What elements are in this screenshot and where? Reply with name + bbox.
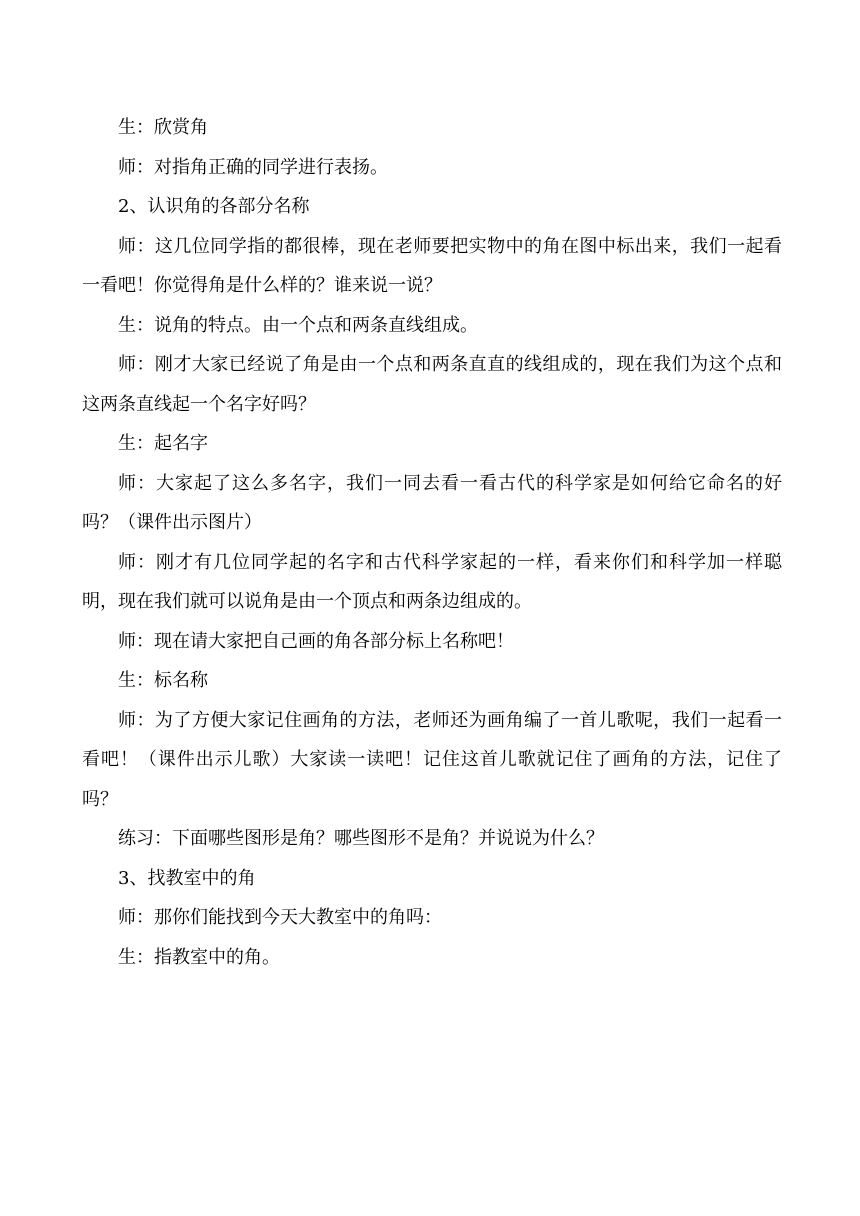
- section-heading-find-angles: 3、找教室中的角: [118, 867, 256, 889]
- document-body: [82, 108, 782, 977]
- paragraph-teacher-vertex-sides: 师：刚才有几位同学起的名字和古代科学家起的一样，看来你们和科学加一样聪明，现在我们就可以说角是由一个顶点和两条边组成的。: [82, 551, 782, 612]
- paragraph-exercise: 练习：下面哪些图形是角？哪些图形不是角？并说说为什么？: [118, 828, 604, 849]
- paragraph-teacher-scientists: 师：大家起了这么多名字，我们一同去看一看古代的科学家是如何给它命名的好吗？（课件出示图片）: [82, 472, 782, 533]
- paragraph-teacher-praise: 师：对指角正确的同学进行表扬。: [118, 156, 388, 178]
- paragraph-teacher-label-parts: 师：现在请大家把自己画的角各部分标上名称吧！: [118, 630, 514, 652]
- paragraph-teacher-song: 师：为了方便大家记住画角的方法，老师还为画角编了一首儿歌呢，我们一起看一看吧！（课件出示儿歌）大家读一读吧！记住这首儿歌就记住了画角的方法，记住了吗？: [82, 709, 782, 810]
- section-heading-angle-parts: 2、认识角的各部分名称: [118, 196, 310, 217]
- paragraph-student-label: 生：标名称: [118, 670, 208, 691]
- paragraph-student-appreciate: 生：欣赏角: [118, 117, 208, 138]
- paragraph-student-features: 生：说角的特点。由一个点和两条直线组成。: [118, 314, 478, 336]
- paragraph-teacher-naming: 师：刚才大家已经说了角是由一个点和两条直直的线组成的，现在我们为这个点和这两条直线起一个名字好吗？: [82, 354, 782, 415]
- paragraph-teacher-mark-angles: 师：这几位同学指的都很棒，现在老师要把实物中的角在图中标出来，我们一起看一看吧！你觉得角是什么样的？谁来说一说？: [82, 235, 782, 296]
- paragraph-student-point: 生：指教室中的角。: [118, 946, 280, 968]
- paragraph-teacher-find: 师：那你们能找到今天大教室中的角吗：: [118, 907, 442, 928]
- paragraph-student-naming: 生：起名字: [118, 433, 208, 454]
